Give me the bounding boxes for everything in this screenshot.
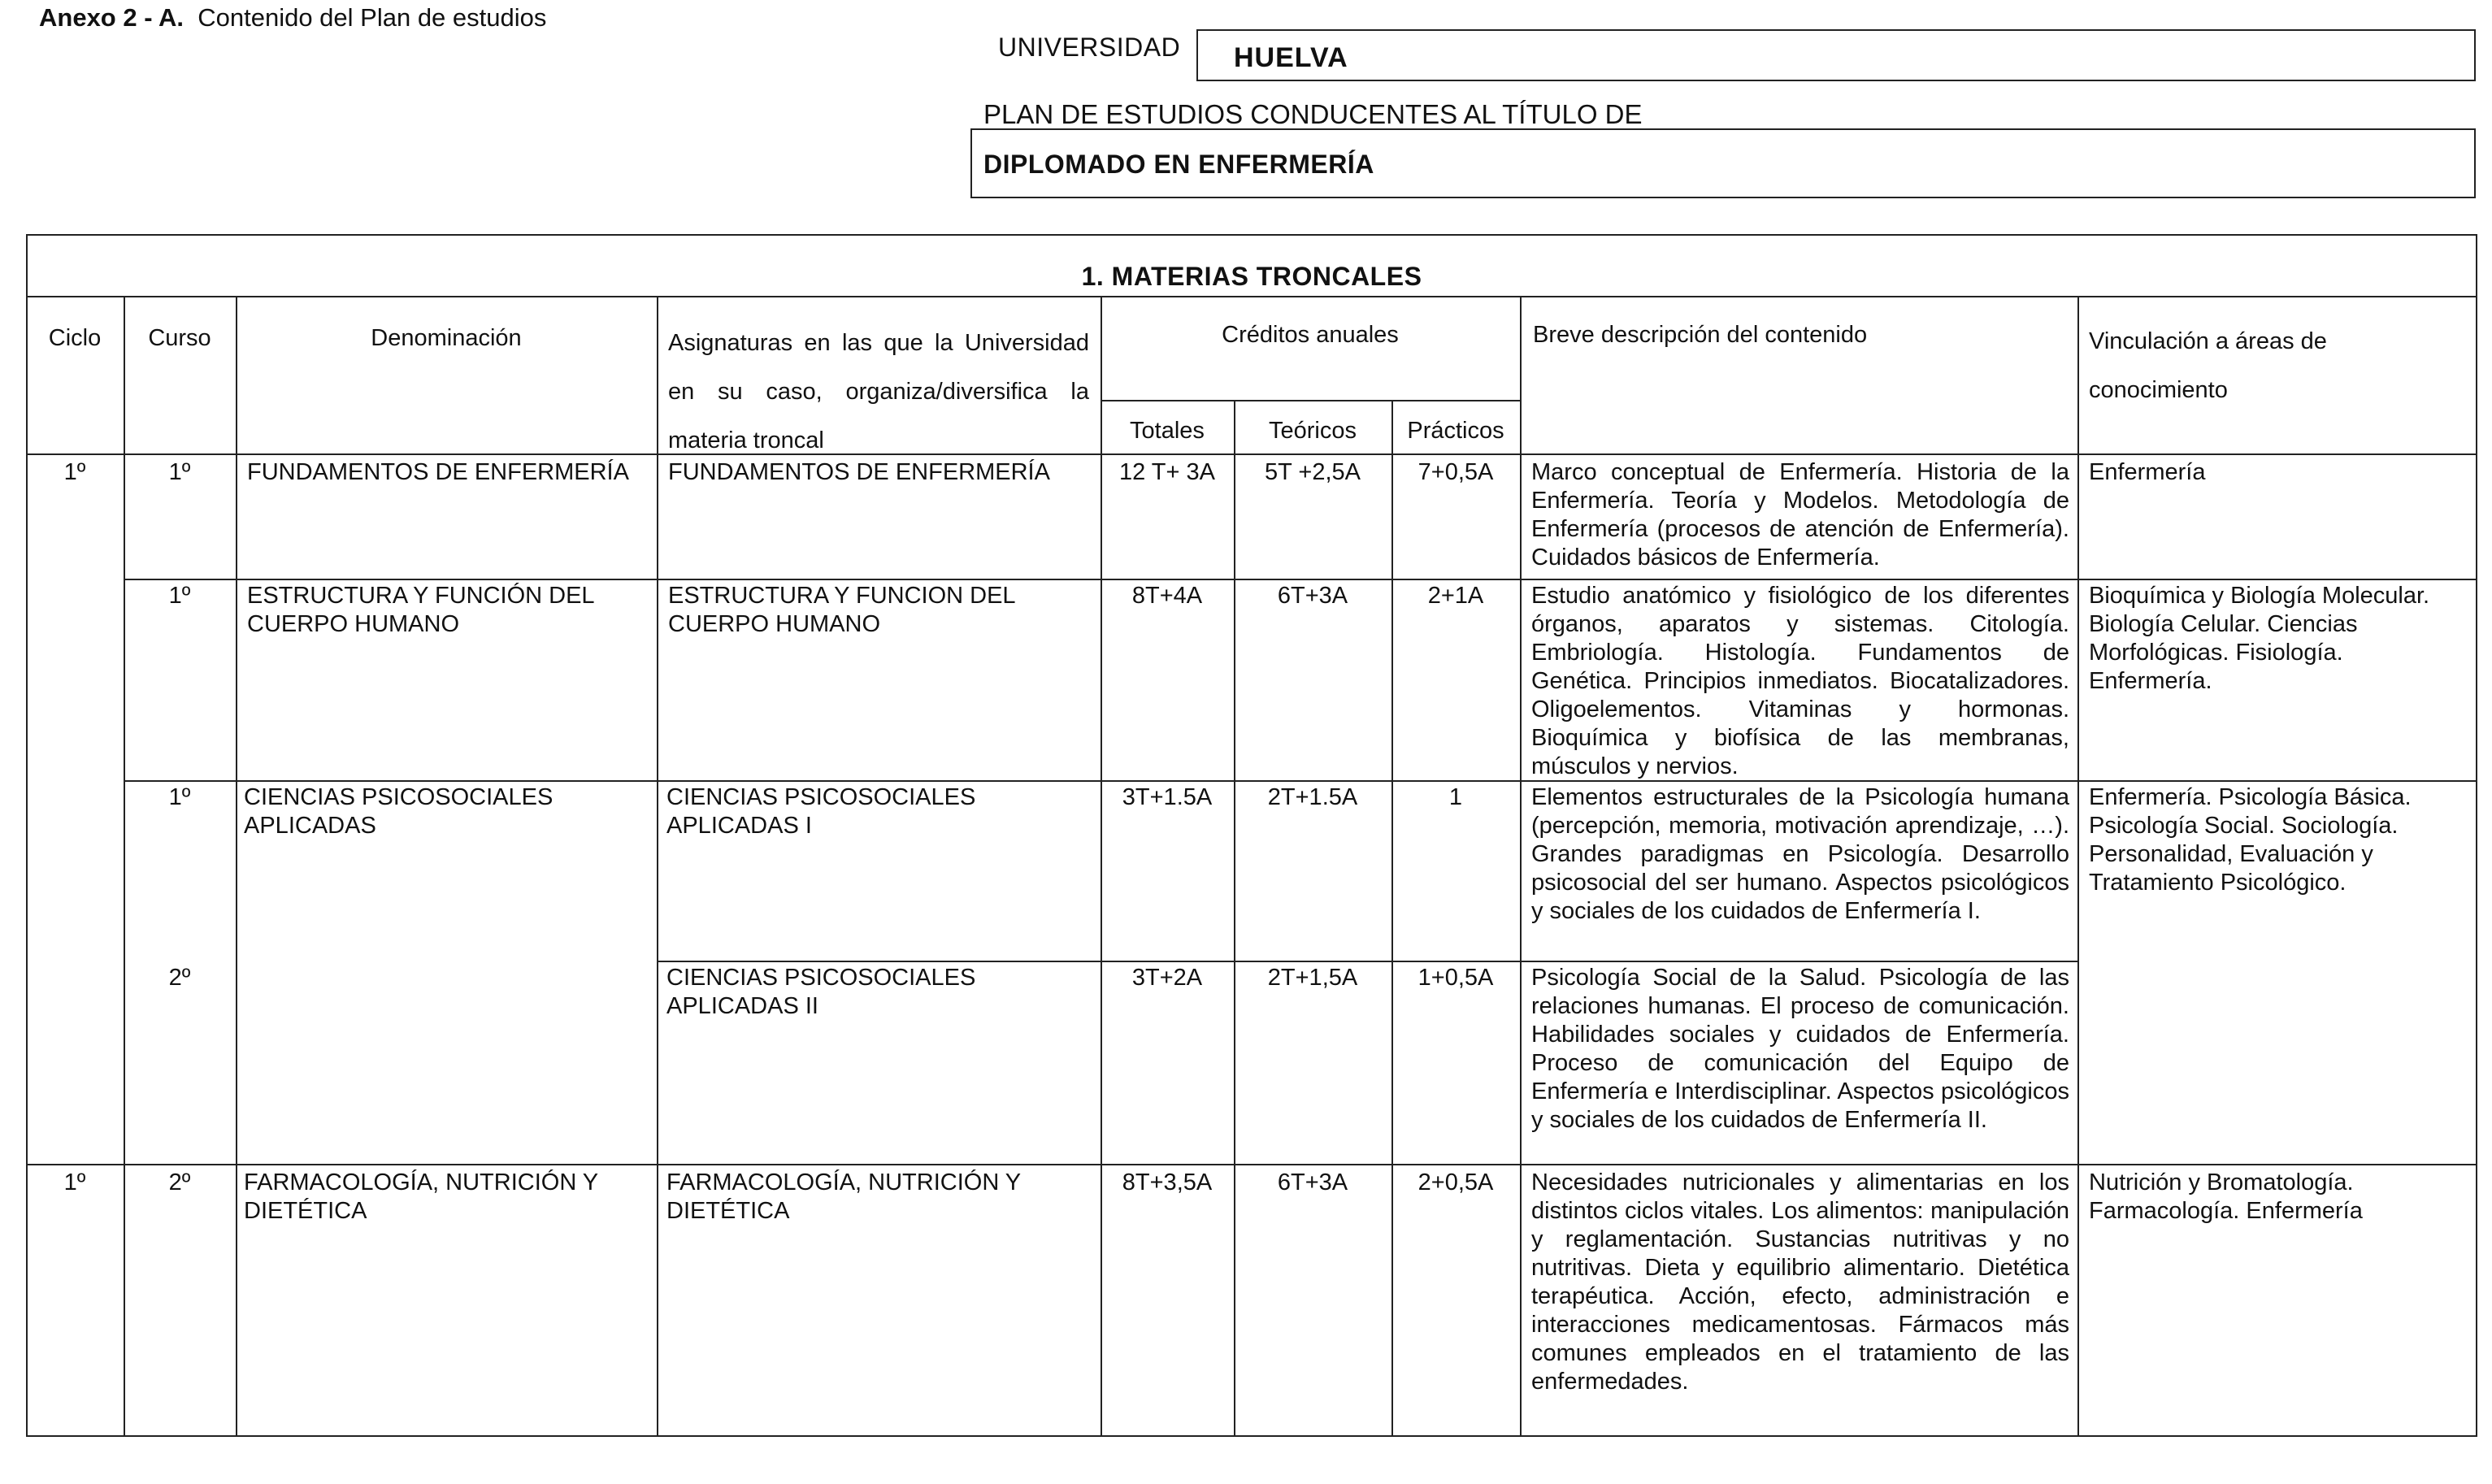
row3-practicos: 1 [1448, 784, 1463, 810]
header-creditos: Créditos anuales [1222, 322, 1399, 348]
row3-descripcion: Elementos estructurales de la Psicología humana (percepción, memoria, motivación aprendizaje, …). Grandes paradigmas en Psicología. Desarrollo psicosocial del ser humano. Aspectos psicológicos y sociales de los cuidados de Enfermería I. [1531, 784, 2069, 924]
plan-label: PLAN DE ESTUDIOS CONDUCENTES AL TÍTULO DE [983, 99, 1643, 129]
row2-descripcion: Estudio anatómico y fisiológico de los diferentes órganos, aparatos y sistemas. Citología. Embriología. Histología. Fundamentos de Genética. Principios inmediatos. Biocatalizadores. Oligoelementos. Vitaminas y hormonas. Bioquímica y biofísica de las membranas, músculos y nervios. [1531, 583, 2069, 779]
divider [657, 296, 658, 1437]
divider [1234, 400, 1235, 1437]
row1-denominacion: FUNDAMENTOS DE ENFERMERÍA [247, 459, 629, 485]
row3-totales: 3T+1.5A [1122, 784, 1213, 810]
header-descripcion: Breve descripción del contenido [1533, 322, 1868, 348]
row4-teoricos: 2T+1,5A [1267, 965, 1358, 991]
row1-curso: 1º [168, 459, 191, 485]
header-practicos: Prácticos [1407, 418, 1504, 444]
row1-asignatura: FUNDAMENTOS DE ENFERMERÍA [668, 459, 1050, 485]
row5-asignatura: FARMACOLOGÍA, NUTRICIÓN Y DIETÉTICA [666, 1169, 1021, 1224]
divider [657, 961, 2077, 962]
row3-denominacion: CIENCIAS PSICOSOCIALES APLICADAS [244, 784, 554, 839]
row1-ciclo: 1º [63, 459, 86, 485]
divider [2077, 296, 2079, 1437]
header-teoricos: Teóricos [1269, 418, 1357, 444]
row3-vinculacion: Enfermería. Psicología Básica. Psicología Social. Sociología. Personalidad, Evaluación y Tratamiento Psicológico. [2089, 784, 2412, 896]
divider [1520, 296, 1522, 1437]
header-denominacion: Denominación [371, 325, 522, 351]
row2-denominacion: ESTRUCTURA Y FUNCIÓN DEL CUERPO HUMANO [247, 583, 594, 637]
row4-practicos: 1+0,5A [1417, 965, 1494, 991]
header-totales: Totales [1130, 418, 1205, 444]
row5-ciclo: 1º [63, 1169, 86, 1195]
universidad-value: HUELVA [1234, 42, 1348, 73]
row1-practicos: 7+0,5A [1417, 459, 1494, 485]
section-title: 1. MATERIAS TRONCALES [1081, 262, 1422, 291]
header-ciclo: Ciclo [48, 325, 102, 351]
row5-totales: 8T+3,5A [1122, 1169, 1213, 1195]
row4-descripcion: Psicología Social de la Salud. Psicología de las relaciones humanas. El proceso de comunicación. Habilidades sociales y cuidados de Enfermería. Proceso de comunicación del Equipo de Enfermería e Interdisciplinar. Aspectos psicológicos y sociales de los cuidados de Enfermería II. [1531, 965, 2069, 1133]
divider [124, 780, 2477, 782]
row2-totales: 8T+4A [1131, 583, 1203, 609]
row1-totales: 12 T+ 3A [1119, 459, 1215, 485]
row4-curso: 2º [168, 965, 191, 991]
divider [26, 453, 2477, 455]
row5-teoricos: 6T+3A [1277, 1169, 1348, 1195]
row2-teoricos: 6T+3A [1277, 583, 1348, 609]
row5-denominacion: FARMACOLOGÍA, NUTRICIÓN Y DIETÉTICA [244, 1169, 598, 1224]
row4-totales: 3T+2A [1131, 965, 1203, 991]
universidad-label: UNIVERSIDAD [998, 33, 1181, 62]
divider [1391, 400, 1393, 1437]
header-asignaturas: Asignaturas en las que la Universidad en su caso, organiza/diversifica la materia troncal [668, 330, 1089, 453]
row4-asignatura: CIENCIAS PSICOSOCIALES APLICADAS II [666, 965, 976, 1019]
row3-curso: 1º [168, 784, 191, 810]
header-curso: Curso [148, 325, 211, 351]
row1-teoricos: 5T +2,5A [1265, 459, 1361, 485]
row1-descripcion: Marco conceptual de Enfermería. Historia de la Enfermería. Teoría y Modelos. Metodología de Enfermería (procesos de atención de Enfermería). Cuidados básicos de Enfermería. [1531, 459, 2069, 571]
row2-asignatura: ESTRUCTURA Y FUNCION DEL CUERPO HUMANO [668, 583, 1015, 637]
row3-asignatura: CIENCIAS PSICOSOCIALES APLICADAS I [666, 784, 976, 839]
row1-vinculacion: Enfermería [2089, 459, 2206, 485]
row5-practicos: 2+0,5A [1417, 1169, 1494, 1195]
row5-curso: 2º [168, 1169, 191, 1195]
divider [26, 296, 2477, 297]
universidad-box [1196, 29, 2476, 81]
plan-value: DIPLOMADO EN ENFERMERÍA [983, 150, 1374, 179]
row2-practicos: 2+1A [1427, 583, 1484, 609]
row2-curso: 1º [168, 583, 191, 609]
row5-vinculacion: Nutrición y Bromatología. Farmacología. Enfermería [2089, 1169, 2363, 1224]
divider [26, 1164, 2477, 1165]
header-vinculacion: Vinculación a áreas de conocimiento [2089, 328, 2327, 403]
row2-vinculacion: Bioquímica y Biología Molecular. Biología Celular. Ciencias Morfológicas. Fisiología. Enfermería. [2089, 583, 2430, 694]
annex-title: Anexo 2 - A. Contenido del Plan de estudios [39, 3, 547, 32]
row5-descripcion: Necesidades nutricionales y alimentarias en los distintos ciclos vitales. Los alimentos: manipulación y reglamentación. Sustancias nutritivas y no nutritivas. Dieta y equilibrio alimentario. Dietética terapéutica. Acción, efecto, administración e interacciones medicamentosas. Fármacos más comunes empleados en el tratamiento de las enfermedades. [1531, 1169, 2069, 1395]
row3-teoricos: 2T+1.5A [1267, 784, 1358, 810]
divider [236, 296, 237, 1437]
divider [1101, 400, 1520, 401]
divider [124, 579, 2477, 580]
